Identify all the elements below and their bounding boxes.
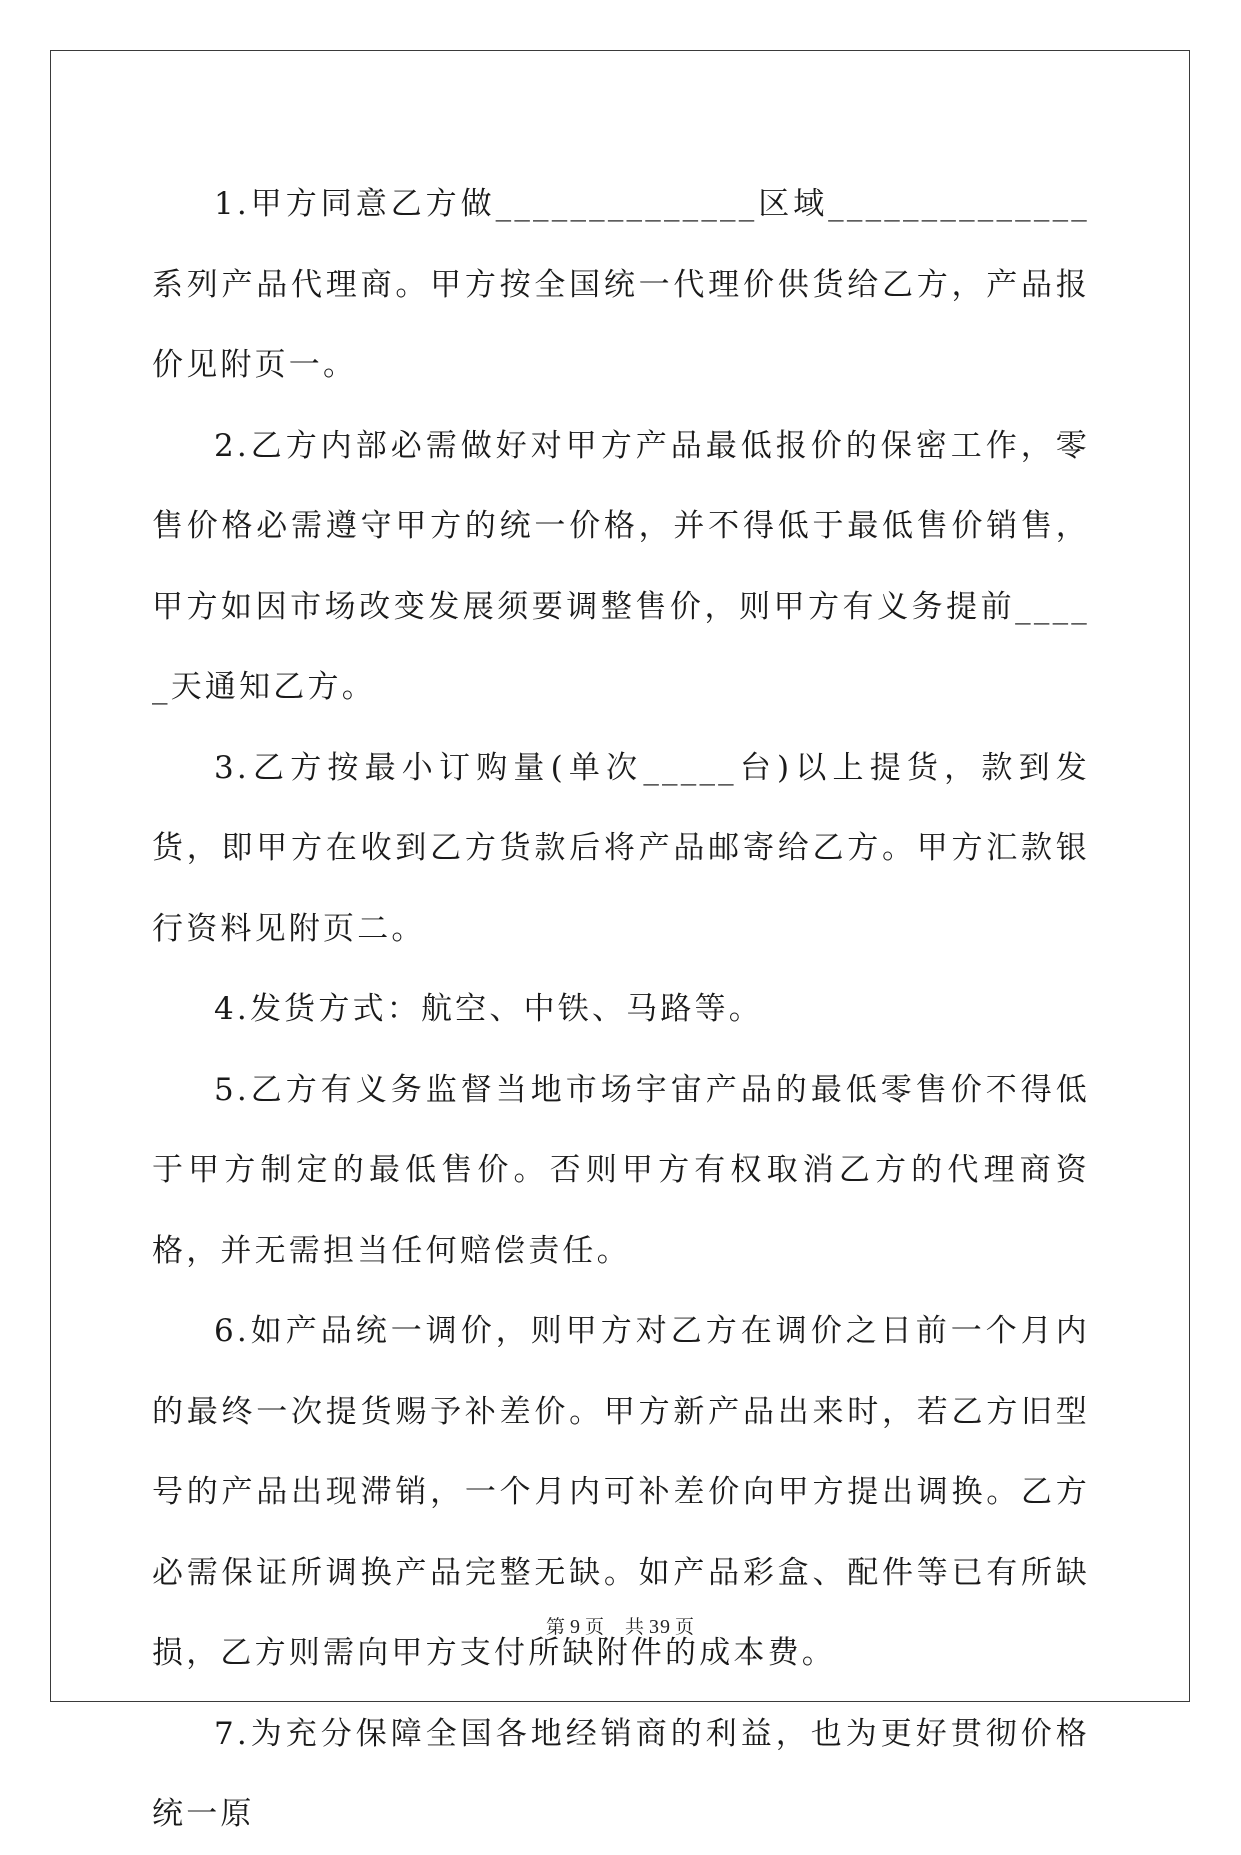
document-body bbox=[152, 164, 1104, 1855]
total-prefix: 共 bbox=[625, 1616, 646, 1638]
clause-1: 1.甲方同意乙方做______________区域______________ 系列产品代理商。甲方按全国统一代理价供货给乙方，产品报价见附页一。 bbox=[152, 186, 1104, 383]
total-pages: 39 bbox=[649, 1616, 672, 1638]
clause-4: 4.发货方式：航空、中铁、马路等。 bbox=[214, 991, 763, 1027]
page-suffix: 页 bbox=[584, 1616, 605, 1638]
clause-5: 5.乙方有义务监督当地市场宇宙产品的最低零售价不得低于甲方制定的最低售价。否则甲方有权取消乙方的代理商资格，并无需担当任何赔偿责任。 bbox=[152, 1071, 1090, 1269]
total-suffix: 页 bbox=[675, 1616, 696, 1638]
clause-6: 6.如产品统一调价，则甲方对乙方在调价之日前一个月内的最终一次提货赐予补差价。甲方新产品出来时，若乙方旧型号的产品出现滞销，一个月内可补差价向甲方提出调换。乙方必需保证所调换产品完整无缺。如产品彩盒、配件等已有所缺损，乙方则需向甲方支付所缺附件的成本费。 bbox=[152, 1313, 1090, 1671]
page-number: 9 bbox=[569, 1616, 581, 1638]
clause-2: 2.乙方内部必需做好对甲方产品最低报价的保密工作，零售价格必需遵守甲方的统一价格，并不得低于最低售价销售，甲方如因市场改变发展须要调整售价，则甲方有义务提前_____天通知乙方。 bbox=[152, 427, 1090, 705]
clause-7: 7.为充分保障全国各地经销商的利益，也为更好贯彻价格统一原 bbox=[152, 1715, 1090, 1832]
clause-3: 3.乙方按最小订购量(单次_____台)以上提货，款到发货，即甲方在收到乙方货款后将产品邮寄给乙方。甲方汇款银行资料见附页二。 bbox=[152, 749, 1090, 947]
page-prefix: 第 bbox=[545, 1616, 566, 1638]
page-footer bbox=[0, 1612, 1241, 1639]
